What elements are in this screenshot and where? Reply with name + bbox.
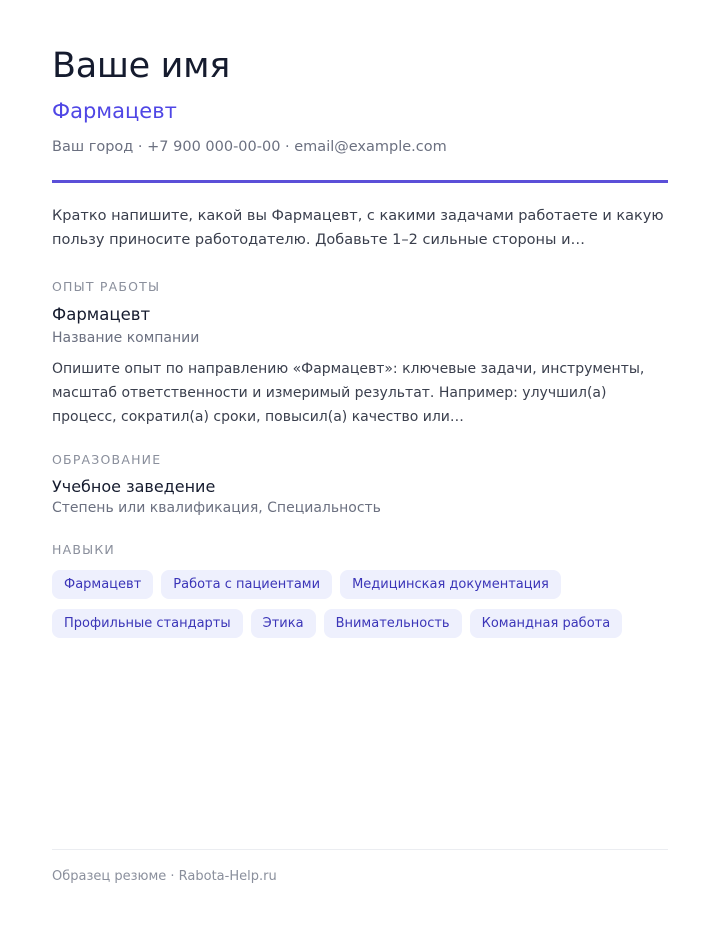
education-degree: Степень или квалификация, Специальность — [52, 500, 381, 516]
company-name: Название компании — [52, 330, 200, 346]
header-divider — [52, 180, 668, 183]
footer-divider — [52, 849, 668, 850]
resume-page — [52, 0, 668, 936]
job-description: Опишите опыт по направлению «Фармацевт»: ключевые задачи, инструменты, масштаб ответственности и измеримый результат. Например: улучшил(а) процесс, сократил(а) сроки, повысил(а) качество или… — [52, 361, 645, 425]
job-title: Фармацевт — [52, 305, 151, 324]
skill-chip: Командная работа — [470, 609, 623, 638]
contact-line: Ваш город · +7 900 000-00-00 · email@example.com — [52, 139, 447, 155]
skills-list — [52, 570, 668, 638]
footer-text: Образец резюме · Rabota-Help.ru — [52, 869, 277, 884]
skill-chip: Фармацевт — [52, 570, 153, 599]
skill-chip: Внимательность — [324, 609, 462, 638]
education-school: Учебное заведение — [52, 477, 216, 496]
skills-heading: НАВЫКИ — [52, 542, 115, 557]
candidate-name: Ваше имя — [52, 46, 230, 86]
skill-chip: Работа с пациентами — [161, 570, 332, 599]
candidate-role: Фармацевт — [52, 99, 177, 123]
experience-heading: ОПЫТ РАБОТЫ — [52, 279, 161, 294]
summary-text: Кратко напишите, какой вы Фармацевт, с какими задачами работаете и какую пользу приносите работодателю. Добавьте 1–2 сильные стороны и… — [52, 208, 664, 248]
skill-chip: Профильные стандарты — [52, 609, 243, 638]
skill-chip: Этика — [251, 609, 316, 638]
skill-chip: Медицинская документация — [340, 570, 561, 599]
education-heading: ОБРАЗОВАНИЕ — [52, 452, 162, 467]
